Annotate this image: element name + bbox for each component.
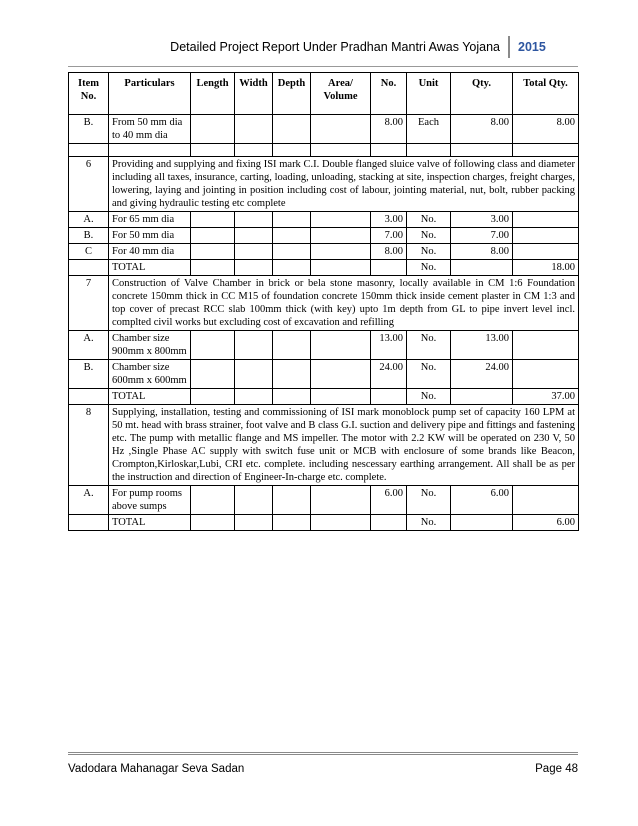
depth-cell — [273, 389, 311, 405]
particulars-cell: For 40 mm dia — [109, 244, 191, 260]
number-cell: 24.00 — [371, 360, 407, 389]
table-row — [69, 360, 579, 389]
total-qty-cell — [513, 228, 579, 244]
item-number-cell: A. — [69, 212, 109, 228]
col-header-length: Length — [191, 73, 235, 115]
col-header-unit: Unit — [407, 73, 451, 115]
empty-cell — [273, 144, 311, 157]
empty-cell — [69, 144, 109, 157]
unit-cell: No. — [407, 486, 451, 515]
page-number: Page 48 — [535, 763, 578, 775]
empty-cell — [371, 144, 407, 157]
particulars-cell: For pump rooms above sumps — [109, 486, 191, 515]
depth-cell — [273, 486, 311, 515]
item-number-cell — [69, 389, 109, 405]
table-row — [69, 212, 579, 228]
table-row — [69, 389, 579, 405]
area-volume-cell — [311, 360, 371, 389]
empty-cell — [407, 144, 451, 157]
table-row — [69, 260, 579, 276]
area-volume-cell — [311, 515, 371, 531]
item-number-cell: B. — [69, 360, 109, 389]
area-volume-cell — [311, 389, 371, 405]
depth-cell — [273, 115, 311, 144]
qty-cell — [451, 389, 513, 405]
empty-cell — [109, 144, 191, 157]
item-number-cell — [69, 515, 109, 531]
area-volume-cell — [311, 228, 371, 244]
particulars-cell: For 65 mm dia — [109, 212, 191, 228]
particulars-cell: From 50 mm dia to 40 mm dia — [109, 115, 191, 144]
col-header-total-qty: Total Qty. — [513, 73, 579, 115]
area-volume-cell — [311, 115, 371, 144]
number-cell: 13.00 — [371, 331, 407, 360]
length-cell — [191, 212, 235, 228]
col-header-area-volume: Area/ Volume — [311, 73, 371, 115]
depth-cell — [273, 228, 311, 244]
depth-cell — [273, 260, 311, 276]
total-qty-cell: 6.00 — [513, 515, 579, 531]
unit-cell: No. — [407, 228, 451, 244]
number-cell: 8.00 — [371, 244, 407, 260]
item-description-row — [69, 157, 579, 212]
width-cell — [235, 360, 273, 389]
width-cell — [235, 115, 273, 144]
area-volume-cell — [311, 260, 371, 276]
qty-cell: 8.00 — [451, 115, 513, 144]
page-footer — [68, 752, 578, 779]
total-qty-cell: 37.00 — [513, 389, 579, 405]
col-header-qty: Qty. — [451, 73, 513, 115]
total-qty-cell — [513, 331, 579, 360]
width-cell — [235, 228, 273, 244]
empty-cell — [513, 144, 579, 157]
width-cell — [235, 486, 273, 515]
length-cell — [191, 115, 235, 144]
depth-cell — [273, 331, 311, 360]
empty-cell — [451, 144, 513, 157]
qty-cell — [451, 515, 513, 531]
col-header-item-no: Item No. — [69, 73, 109, 115]
number-cell: 3.00 — [371, 212, 407, 228]
report-title: Detailed Project Report Under Pradhan Mantri Awas Yojana — [170, 40, 500, 54]
quantity-table — [68, 72, 579, 531]
col-header-width: Width — [235, 73, 273, 115]
unit-cell: No. — [407, 331, 451, 360]
item-number-cell: 7 — [69, 276, 109, 331]
particulars-cell: Chamber size 600mm x 600mm — [109, 360, 191, 389]
header-rule — [68, 66, 578, 67]
unit-cell: No. — [407, 212, 451, 228]
total-qty-cell — [513, 360, 579, 389]
item-number-cell: A. — [69, 486, 109, 515]
item-description-row — [69, 276, 579, 331]
qty-cell: 8.00 — [451, 244, 513, 260]
table-row — [69, 331, 579, 360]
width-cell — [235, 244, 273, 260]
qty-cell — [451, 260, 513, 276]
item-number-cell: B. — [69, 115, 109, 144]
item-number-cell: 6 — [69, 157, 109, 212]
header-separator — [508, 36, 510, 58]
table-row — [69, 486, 579, 515]
area-volume-cell — [311, 331, 371, 360]
number-cell: 8.00 — [371, 115, 407, 144]
empty-cell — [311, 144, 371, 157]
total-qty-cell: 8.00 — [513, 115, 579, 144]
total-qty-cell — [513, 244, 579, 260]
item-description-row — [69, 405, 579, 486]
item-description-cell: Construction of Valve Chamber in brick or bela stone masonry, locally available in CM 1:6 Foundation concrete 150mm thick in CC M15 of foundation concrete 150mm thick inside cement plaster in CM 1:3 and top cover of precast RCC slab 100mm thick (with key) upto 1m depth from GL to pipe invert level incl. complted civil works but excluding cost of excavation and refilling — [109, 276, 579, 331]
particulars-cell: TOTAL — [109, 260, 191, 276]
table-row — [69, 228, 579, 244]
item-number-cell: A. — [69, 331, 109, 360]
total-qty-cell — [513, 486, 579, 515]
particulars-cell: TOTAL — [109, 515, 191, 531]
length-cell — [191, 244, 235, 260]
number-cell — [371, 389, 407, 405]
length-cell — [191, 486, 235, 515]
item-number-cell: 8 — [69, 405, 109, 486]
depth-cell — [273, 515, 311, 531]
item-number-cell: C — [69, 244, 109, 260]
number-cell — [371, 260, 407, 276]
particulars-cell: Chamber size 900mm x 800mm — [109, 331, 191, 360]
area-volume-cell — [311, 244, 371, 260]
total-qty-cell — [513, 212, 579, 228]
width-cell — [235, 260, 273, 276]
area-volume-cell — [311, 486, 371, 515]
qty-cell: 3.00 — [451, 212, 513, 228]
width-cell — [235, 212, 273, 228]
col-header-no: No. — [371, 73, 407, 115]
total-qty-cell: 18.00 — [513, 260, 579, 276]
table-row — [69, 115, 579, 144]
length-cell — [191, 260, 235, 276]
unit-cell: No. — [407, 515, 451, 531]
particulars-cell: For 50 mm dia — [109, 228, 191, 244]
empty-cell — [191, 144, 235, 157]
spacer-row — [69, 144, 579, 157]
length-cell — [191, 360, 235, 389]
length-cell — [191, 228, 235, 244]
page-header — [100, 36, 570, 58]
qty-cell: 13.00 — [451, 331, 513, 360]
number-cell — [371, 515, 407, 531]
item-number-cell: B. — [69, 228, 109, 244]
width-cell — [235, 389, 273, 405]
unit-cell: Each — [407, 115, 451, 144]
length-cell — [191, 515, 235, 531]
item-description-cell: Supplying, installation, testing and commissioning of ISI mark monoblock pump set of capacity 160 LPM at 50 mt. head with brass strainer, foot valve and B class G.I. suction and delivery pipe and fittings and fastening etc. The pump with metallic flange and MS impeller. The motor with 2.2 KW will be operated on 230 V, 50 Hz ,Single Phase AC supply with switch fuse unit or MCB with enclosure of some brands like Beacon, Crompton,Kirloskar,Lubi, CRI etc. complete. including nescessary earthing arrangement. All shall be as per the instruction and direction of Engineer-In-charge etc. complete. — [109, 405, 579, 486]
unit-cell: No. — [407, 244, 451, 260]
width-cell — [235, 331, 273, 360]
particulars-cell: TOTAL — [109, 389, 191, 405]
number-cell: 6.00 — [371, 486, 407, 515]
area-volume-cell — [311, 212, 371, 228]
table-row — [69, 244, 579, 260]
report-year: 2015 — [518, 40, 546, 54]
col-header-particulars: Particulars — [109, 73, 191, 115]
length-cell — [191, 331, 235, 360]
table-header-row — [69, 73, 579, 115]
qty-cell: 6.00 — [451, 486, 513, 515]
item-number-cell — [69, 260, 109, 276]
number-cell: 7.00 — [371, 228, 407, 244]
table-row — [69, 515, 579, 531]
qty-cell: 24.00 — [451, 360, 513, 389]
col-header-depth: Depth — [273, 73, 311, 115]
organization-name: Vadodara Mahanagar Seva Sadan — [68, 763, 245, 775]
depth-cell — [273, 244, 311, 260]
unit-cell: No. — [407, 389, 451, 405]
unit-cell: No. — [407, 360, 451, 389]
empty-cell — [235, 144, 273, 157]
depth-cell — [273, 360, 311, 389]
item-description-cell: Providing and supplying and fixing ISI mark C.I. Double flanged sluice valve of following class and diameter including all taxes, insurance, carting, loading, unloading, stacking at site, inspection charges, freight charges, lowering, laying and jointing in position including cost of labour, jointing material, nut, bolt, rubber packing and giving hydraulic testing etc complete — [109, 157, 579, 212]
qty-cell: 7.00 — [451, 228, 513, 244]
unit-cell: No. — [407, 260, 451, 276]
width-cell — [235, 515, 273, 531]
depth-cell — [273, 212, 311, 228]
length-cell — [191, 389, 235, 405]
